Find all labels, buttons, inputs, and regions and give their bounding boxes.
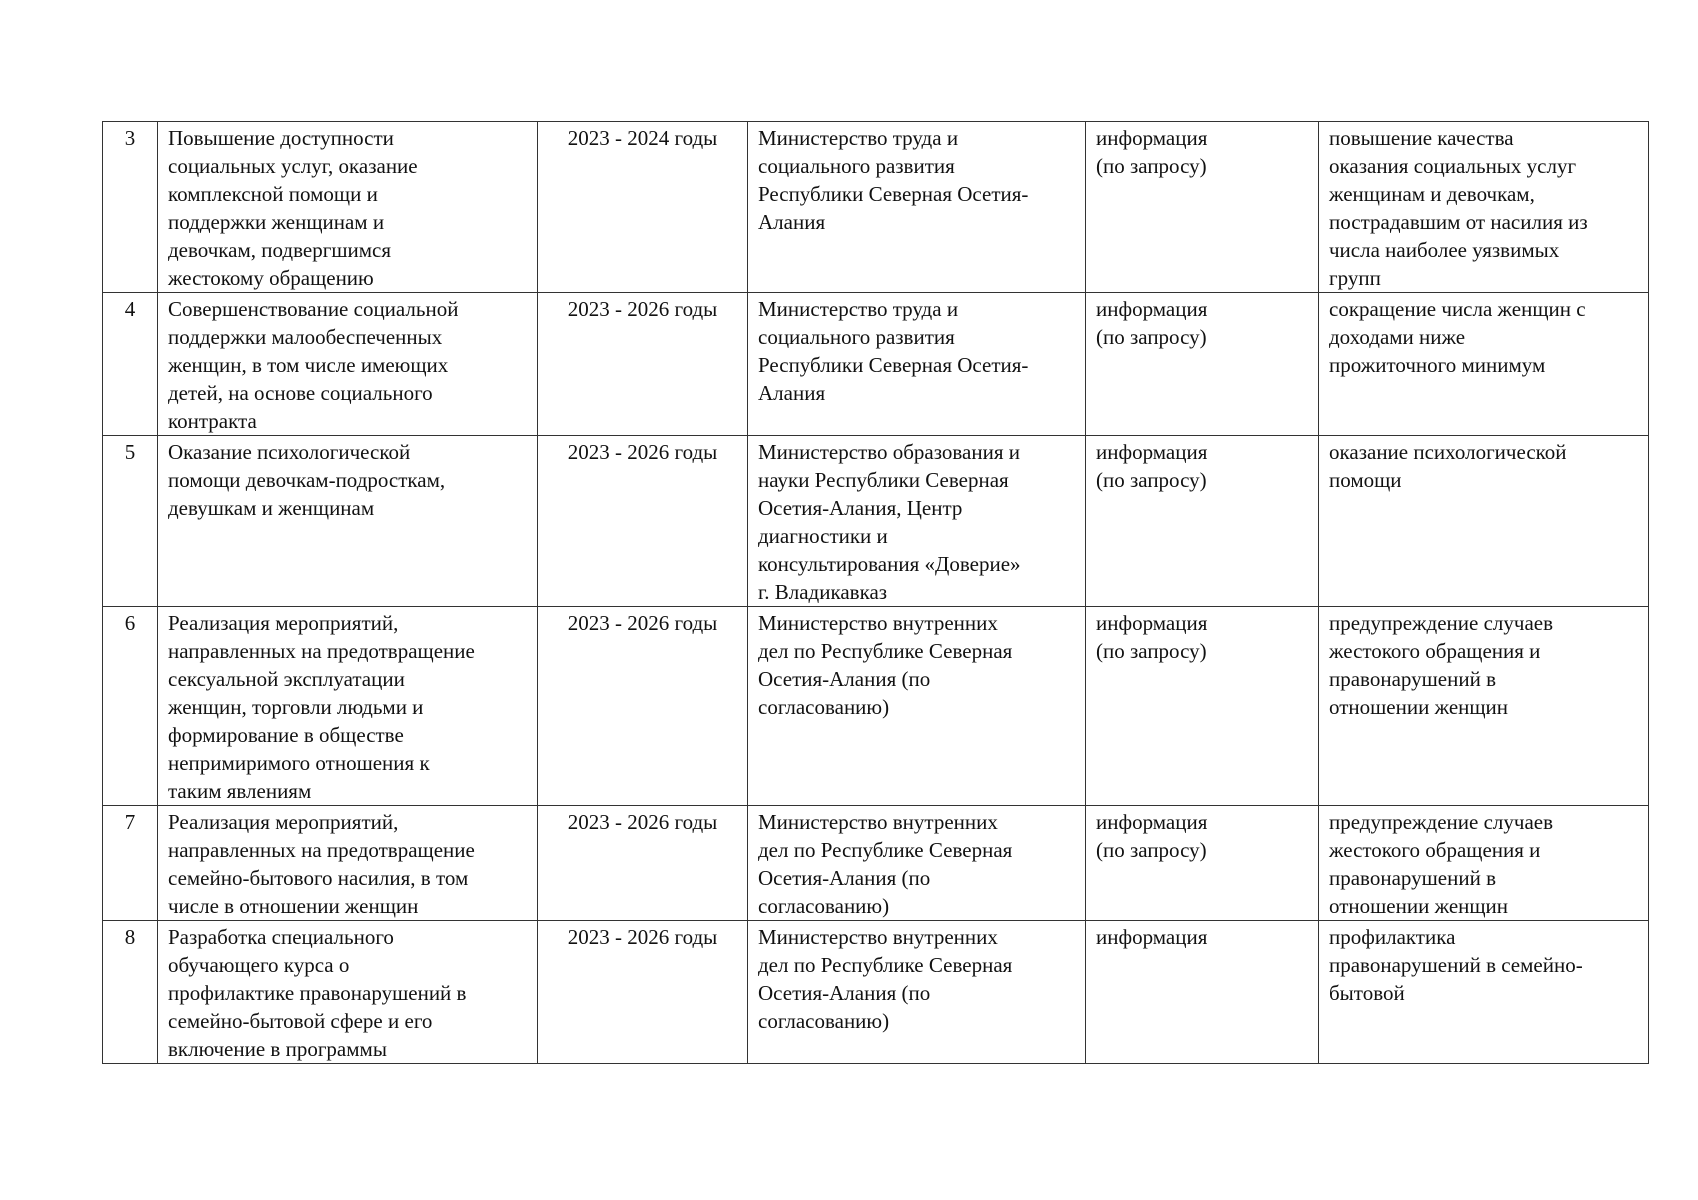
- table-row: [103, 436, 1649, 607]
- row-number-cell: 3: [103, 122, 158, 293]
- expected-result-cell: оказание психологической помощи: [1319, 436, 1649, 607]
- row-number-cell: 7: [103, 806, 158, 921]
- activity-cell: Разработка специального обучающего курса о профилактике правонарушений в семейно-бытовой сфере и его включение в программы: [158, 921, 538, 1064]
- responsible-cell: Министерство труда и социального развития Республики Северная Осетия- Алания: [748, 122, 1086, 293]
- term-cell: 2023 - 2026 годы: [538, 806, 748, 921]
- row-number-cell: 6: [103, 607, 158, 806]
- term-cell: 2023 - 2026 годы: [538, 436, 748, 607]
- table-row: [103, 293, 1649, 436]
- expected-result-cell: повышение качества оказания социальных услуг женщинам и девочкам, пострадавшим от насилия из числа наиболее уязвимых групп: [1319, 122, 1649, 293]
- responsible-cell: Министерство образования и науки Республики Северная Осетия-Алания, Центр диагностики и консультирования «Доверие» г. Владикавказ: [748, 436, 1086, 607]
- report-form-cell: информация (по запросу): [1086, 806, 1319, 921]
- term-cell: 2023 - 2026 годы: [538, 921, 748, 1064]
- expected-result-cell: сокращение числа женщин с доходами ниже прожиточного минимум: [1319, 293, 1649, 436]
- activities-table: [102, 121, 1649, 1064]
- term-cell: 2023 - 2026 годы: [538, 293, 748, 436]
- table-body: [103, 122, 1649, 1064]
- report-form-cell: информация (по запросу): [1086, 293, 1319, 436]
- activity-cell: Повышение доступности социальных услуг, оказание комплексной помощи и поддержки женщинам и девочкам, подвергшимся жестокому обращению: [158, 122, 538, 293]
- responsible-cell: Министерство внутренних дел по Республике Северная Осетия-Алания (по согласованию): [748, 607, 1086, 806]
- expected-result-cell: профилактика правонарушений в семейно- бытовой: [1319, 921, 1649, 1064]
- report-form-cell: информация: [1086, 921, 1319, 1064]
- row-number-cell: 5: [103, 436, 158, 607]
- activity-cell: Реализация мероприятий, направленных на предотвращение семейно-бытового насилия, в том числе в отношении женщин: [158, 806, 538, 921]
- activity-cell: Оказание психологической помощи девочкам-подросткам, девушкам и женщинам: [158, 436, 538, 607]
- responsible-cell: Министерство внутренних дел по Республике Северная Осетия-Алания (по согласованию): [748, 921, 1086, 1064]
- report-form-cell: информация (по запросу): [1086, 607, 1319, 806]
- row-number-cell: 8: [103, 921, 158, 1064]
- responsible-cell: Министерство внутренних дел по Республике Северная Осетия-Алания (по согласованию): [748, 806, 1086, 921]
- table-row: [103, 921, 1649, 1064]
- report-form-cell: информация (по запросу): [1086, 436, 1319, 607]
- row-number-cell: 4: [103, 293, 158, 436]
- responsible-cell: Министерство труда и социального развития Республики Северная Осетия- Алания: [748, 293, 1086, 436]
- term-cell: 2023 - 2026 годы: [538, 607, 748, 806]
- table-row: [103, 806, 1649, 921]
- expected-result-cell: предупреждение случаев жестокого обращения и правонарушений в отношении женщин: [1319, 806, 1649, 921]
- activity-cell: Реализация мероприятий, направленных на предотвращение сексуальной эксплуатации женщин, торговли людьми и формирование в обществе непримиримого отношения к таким явлениям: [158, 607, 538, 806]
- table-row: [103, 122, 1649, 293]
- term-cell: 2023 - 2024 годы: [538, 122, 748, 293]
- table-row: [103, 607, 1649, 806]
- report-form-cell: информация (по запросу): [1086, 122, 1319, 293]
- expected-result-cell: предупреждение случаев жестокого обращения и правонарушений в отношении женщин: [1319, 607, 1649, 806]
- activity-cell: Совершенствование социальной поддержки малообеспеченных женщин, в том числе имеющих детей, на основе социального контракта: [158, 293, 538, 436]
